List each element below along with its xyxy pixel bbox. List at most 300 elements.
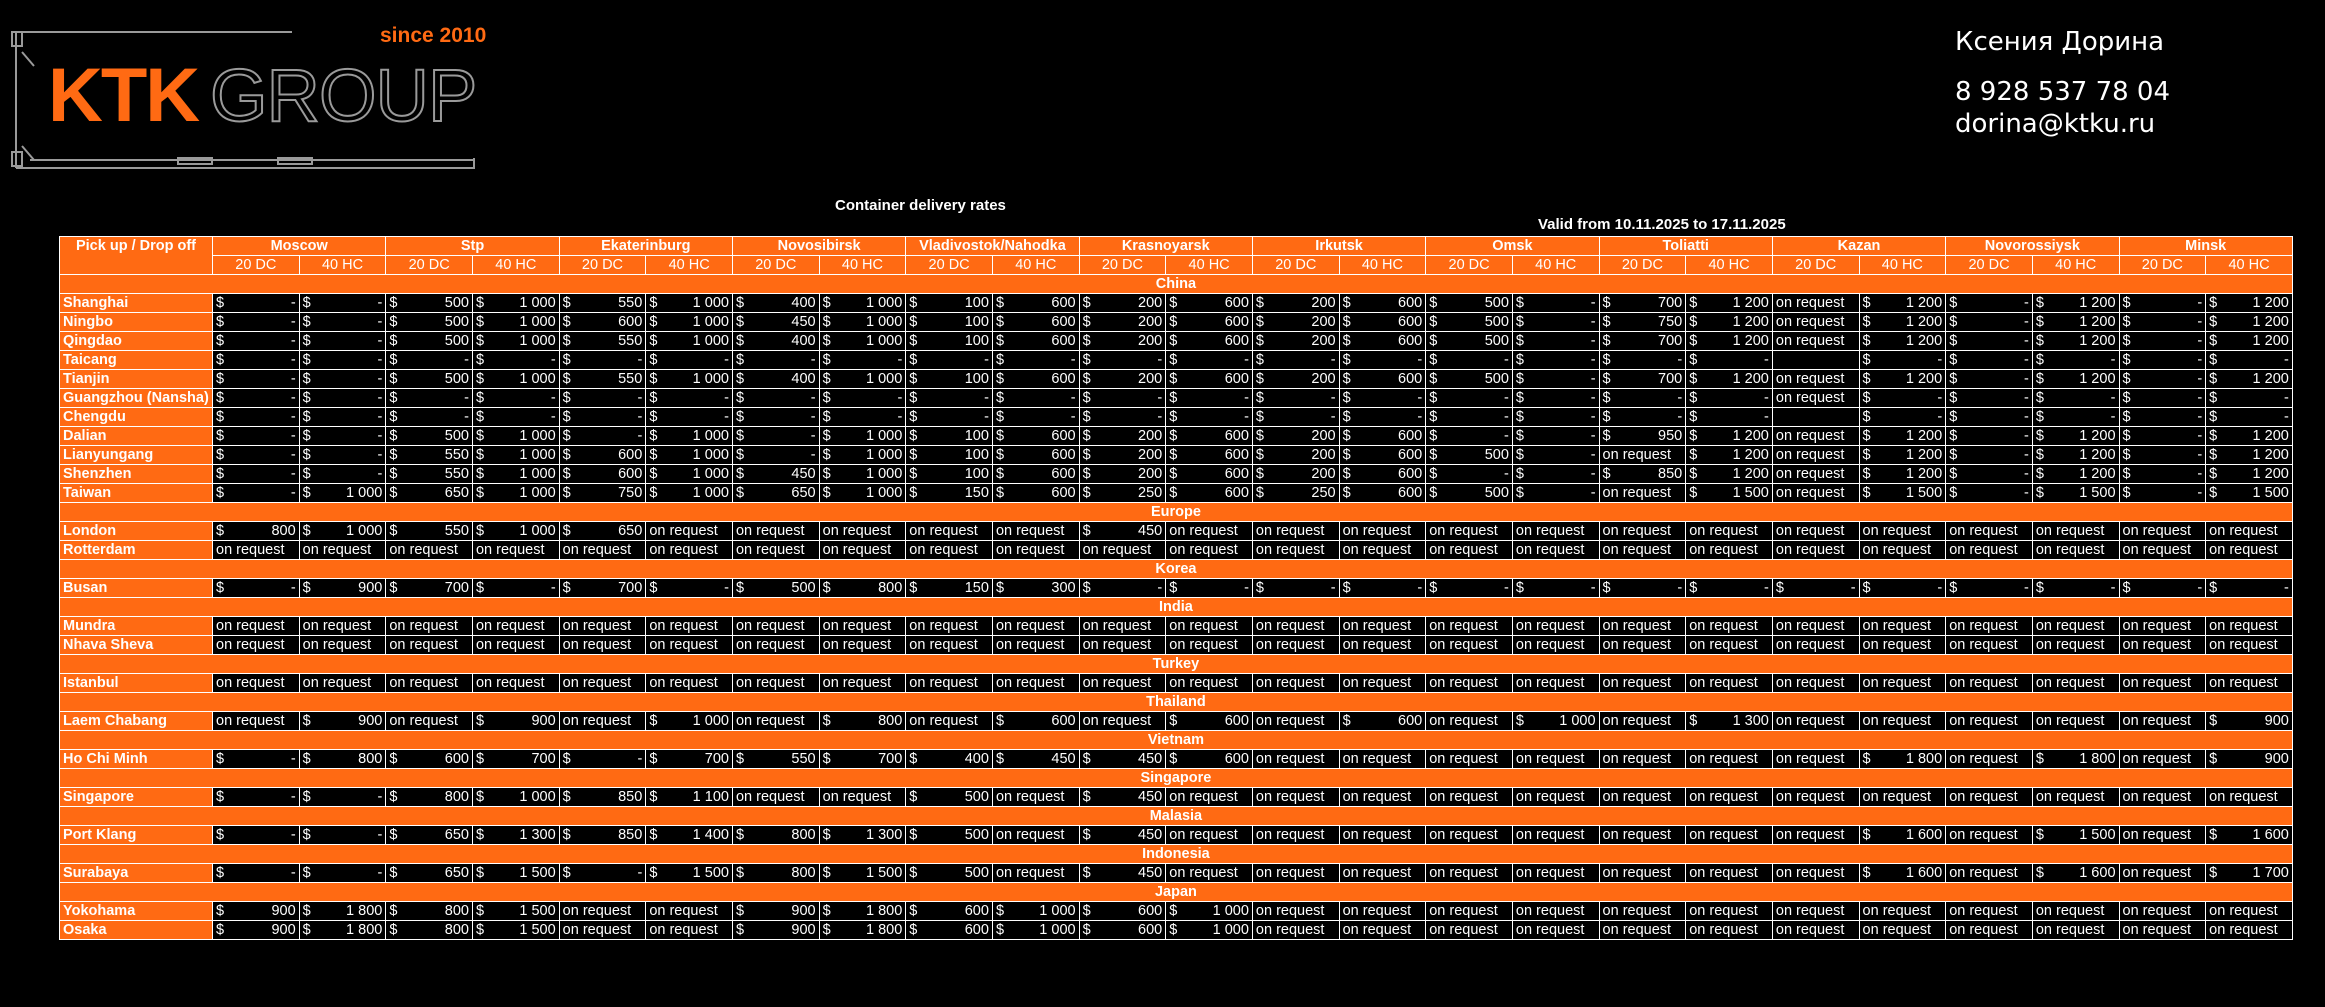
rate-cell[interactable]: on request	[1426, 541, 1513, 560]
rate-cell[interactable]: $ -	[646, 408, 733, 427]
contact-phone[interactable]: 8 928 537 78 04	[1955, 77, 2171, 107]
rate-cell[interactable]: on request	[1859, 712, 1946, 731]
rate-cell[interactable]: $ -	[299, 370, 386, 389]
rate-cell[interactable]: $ 1 000	[819, 313, 906, 332]
rate-cell[interactable]: $ 100	[906, 427, 993, 446]
rate-cell[interactable]: $ -	[1426, 427, 1513, 446]
rate-cell[interactable]: $ 1 200	[2206, 294, 2293, 313]
rate-cell[interactable]: on request	[819, 636, 906, 655]
rate-cell[interactable]: $ 600	[559, 313, 646, 332]
rate-cell[interactable]: $ 600	[906, 902, 993, 921]
rate-cell[interactable]: $ 200	[1079, 465, 1166, 484]
rate-cell[interactable]: $ -	[2206, 579, 2293, 598]
rate-cell[interactable]: on request	[1599, 617, 1686, 636]
rate-cell[interactable]: on request	[299, 541, 386, 560]
rate-cell[interactable]: $ -	[299, 446, 386, 465]
rate-cell[interactable]: $ 1 000	[992, 921, 1079, 940]
rate-cell[interactable]: $ -	[992, 389, 1079, 408]
rate-cell[interactable]: $ -	[2032, 408, 2119, 427]
rate-cell[interactable]: on request	[906, 712, 993, 731]
rate-cell[interactable]: on request	[1426, 750, 1513, 769]
rate-cell[interactable]: on request	[1772, 465, 1859, 484]
rate-cell[interactable]: $ 600	[559, 446, 646, 465]
rate-cell[interactable]: on request	[1512, 541, 1599, 560]
rate-cell[interactable]: on request	[1859, 674, 1946, 693]
rate-cell[interactable]: $ -	[213, 788, 300, 807]
rate-cell[interactable]: on request	[386, 674, 473, 693]
rate-cell[interactable]: $ -	[213, 389, 300, 408]
rate-cell[interactable]: $ 600	[1166, 313, 1253, 332]
rate-cell[interactable]: $ -	[1512, 579, 1599, 598]
rate-cell[interactable]: $ 650	[386, 484, 473, 503]
rate-cell[interactable]: $ -	[213, 351, 300, 370]
rate-cell[interactable]: $ 1 000	[819, 294, 906, 313]
rate-cell[interactable]: $ -	[1166, 389, 1253, 408]
rate-cell[interactable]: $ 200	[1079, 370, 1166, 389]
rate-cell[interactable]: $ 1 000	[646, 370, 733, 389]
rate-cell[interactable]: on request	[732, 788, 819, 807]
rate-cell[interactable]: $ 1 000	[472, 294, 559, 313]
rate-cell[interactable]: on request	[1599, 712, 1686, 731]
rate-cell[interactable]: $ 1 200	[2032, 465, 2119, 484]
rate-cell[interactable]: $ 1 500	[1686, 484, 1773, 503]
rate-cell[interactable]: on request	[559, 541, 646, 560]
rate-cell[interactable]: $ 650	[732, 484, 819, 503]
rate-cell[interactable]: $ -	[2119, 332, 2206, 351]
rate-cell[interactable]: $ -	[213, 294, 300, 313]
rate-cell[interactable]: on request	[1426, 921, 1513, 940]
rate-cell[interactable]: $ -	[213, 484, 300, 503]
rate-cell[interactable]: on request	[646, 636, 733, 655]
rate-cell[interactable]: on request	[2119, 750, 2206, 769]
rate-cell[interactable]: $ -	[1946, 389, 2033, 408]
rate-cell[interactable]: $ 300	[992, 579, 1079, 598]
rate-cell[interactable]: $ 1 000	[646, 712, 733, 731]
rate-cell[interactable]: on request	[1079, 617, 1166, 636]
rate-cell[interactable]: on request	[1772, 788, 1859, 807]
rate-cell[interactable]: on request	[906, 617, 993, 636]
rate-cell[interactable]: $ 1 000	[646, 427, 733, 446]
rate-cell[interactable]: $ 200	[1252, 427, 1339, 446]
rate-cell[interactable]: on request	[1686, 902, 1773, 921]
rate-cell[interactable]: $ 750	[1599, 313, 1686, 332]
rate-cell[interactable]: $ 450	[1079, 522, 1166, 541]
rate-cell[interactable]: $ -	[1426, 351, 1513, 370]
rate-cell[interactable]: on request	[1252, 864, 1339, 883]
rate-cell[interactable]: $ 200	[1252, 313, 1339, 332]
rate-cell[interactable]: $ -	[2032, 389, 2119, 408]
rate-cell[interactable]: on request	[1946, 826, 2033, 845]
rate-cell[interactable]: on request	[1512, 902, 1599, 921]
rate-cell[interactable]: $ -	[299, 389, 386, 408]
rate-cell[interactable]: $ 1 100	[646, 788, 733, 807]
rate-cell[interactable]: $ -	[386, 408, 473, 427]
rate-cell[interactable]: $ -	[213, 465, 300, 484]
rate-cell[interactable]: on request	[1166, 617, 1253, 636]
rate-cell[interactable]: on request	[732, 712, 819, 731]
rate-cell[interactable]: $ 1 000	[472, 313, 559, 332]
rate-cell[interactable]: on request	[1599, 541, 1686, 560]
rate-cell[interactable]: $ 450	[1079, 788, 1166, 807]
rate-cell[interactable]: $ 1 200	[1686, 313, 1773, 332]
rate-cell[interactable]: on request	[1426, 826, 1513, 845]
rate-cell[interactable]: $ 600	[1166, 712, 1253, 731]
rate-cell[interactable]: $ 600	[1339, 294, 1426, 313]
rate-cell[interactable]: $ 850	[559, 788, 646, 807]
rate-cell[interactable]: $ 1 200	[1859, 313, 1946, 332]
rate-cell[interactable]: $ 650	[386, 864, 473, 883]
rate-cell[interactable]: $ -	[559, 864, 646, 883]
rate-cell[interactable]: on request	[2119, 674, 2206, 693]
rate-cell[interactable]: on request	[992, 788, 1079, 807]
rate-cell[interactable]: $ 800	[819, 712, 906, 731]
rate-cell[interactable]: on request	[472, 617, 559, 636]
rate-cell[interactable]: $ -	[992, 351, 1079, 370]
rate-cell[interactable]: on request	[819, 617, 906, 636]
rate-cell[interactable]: $ -	[1512, 351, 1599, 370]
rate-cell[interactable]: $ 700	[1599, 294, 1686, 313]
rate-cell[interactable]: $ -	[299, 864, 386, 883]
contact-email[interactable]: dorina@ktku.ru	[1955, 109, 2156, 139]
rate-cell[interactable]: $ 200	[1079, 332, 1166, 351]
rate-cell[interactable]: $ -	[299, 427, 386, 446]
rate-cell[interactable]: $ 800	[386, 788, 473, 807]
rate-cell[interactable]: on request	[1686, 541, 1773, 560]
rate-cell[interactable]: $ -	[1079, 408, 1166, 427]
rate-cell[interactable]: $ 850	[1599, 465, 1686, 484]
rate-cell[interactable]: $ 600	[1166, 332, 1253, 351]
rate-cell[interactable]: $ -	[1339, 351, 1426, 370]
rate-cell[interactable]: $ 1 000	[819, 370, 906, 389]
rate-cell[interactable]: $ -	[299, 332, 386, 351]
rate-cell[interactable]: on request	[472, 541, 559, 560]
rate-cell[interactable]: $ -	[1946, 294, 2033, 313]
rate-cell[interactable]: $ 1 400	[646, 826, 733, 845]
rate-cell[interactable]: $ -	[1512, 370, 1599, 389]
rate-cell[interactable]: $ 400	[732, 332, 819, 351]
rate-cell[interactable]: $ 200	[1252, 465, 1339, 484]
rate-cell[interactable]: on request	[1426, 617, 1513, 636]
rate-cell[interactable]: on request	[2119, 541, 2206, 560]
rate-cell[interactable]: $ 1 000	[472, 332, 559, 351]
rate-cell[interactable]: on request	[2206, 921, 2293, 940]
rate-cell[interactable]: on request	[1946, 636, 2033, 655]
rate-cell[interactable]: $ 600	[1079, 902, 1166, 921]
rate-cell[interactable]: on request	[386, 541, 473, 560]
rate-cell[interactable]: $ 600	[992, 313, 1079, 332]
rate-cell[interactable]: on request	[732, 541, 819, 560]
rate-cell[interactable]: on request	[386, 712, 473, 731]
rate-cell[interactable]: $ -	[2032, 579, 2119, 598]
rate-cell[interactable]: $ -	[1686, 579, 1773, 598]
rate-cell[interactable]: on request	[472, 636, 559, 655]
rate-cell[interactable]: $ 1 200	[2032, 332, 2119, 351]
rate-cell[interactable]: $ -	[213, 370, 300, 389]
rate-cell[interactable]: on request	[1252, 826, 1339, 845]
rate-cell[interactable]: $ 1 800	[1859, 750, 1946, 769]
rate-cell[interactable]: on request	[559, 636, 646, 655]
rate-cell[interactable]: $ 100	[906, 313, 993, 332]
rate-cell[interactable]: on request	[1252, 712, 1339, 731]
rate-cell[interactable]: $ -	[1426, 465, 1513, 484]
rate-cell[interactable]: on request	[1772, 332, 1859, 351]
rate-cell[interactable]: on request	[1772, 370, 1859, 389]
rate-cell[interactable]: $ -	[819, 389, 906, 408]
rate-cell[interactable]: $ 1 000	[992, 902, 1079, 921]
rate-cell[interactable]: on request	[1686, 921, 1773, 940]
rate-cell[interactable]: on request	[1252, 902, 1339, 921]
rate-cell[interactable]: on request	[213, 712, 300, 731]
rate-cell[interactable]: on request	[1252, 617, 1339, 636]
rate-cell[interactable]: $ 450	[1079, 864, 1166, 883]
rate-cell[interactable]: on request	[1079, 674, 1166, 693]
rate-cell[interactable]: $ 1 200	[1859, 294, 1946, 313]
rate-cell[interactable]: $ -	[906, 408, 993, 427]
rate-cell[interactable]: on request	[1599, 826, 1686, 845]
rate-cell[interactable]: $ 950	[1599, 427, 1686, 446]
rate-cell[interactable]: $ 550	[559, 332, 646, 351]
rate-cell[interactable]: on request	[213, 541, 300, 560]
rate-cell[interactable]: on request	[2206, 902, 2293, 921]
rate-cell[interactable]: on request	[559, 712, 646, 731]
rate-cell[interactable]: on request	[2119, 788, 2206, 807]
rate-cell[interactable]: $ 1 200	[1686, 427, 1773, 446]
rate-cell[interactable]: $ -	[1252, 579, 1339, 598]
rate-cell[interactable]: on request	[1772, 864, 1859, 883]
rate-cell[interactable]: $ 600	[559, 465, 646, 484]
rate-cell[interactable]: on request	[1686, 788, 1773, 807]
rate-cell[interactable]: on request	[1166, 864, 1253, 883]
rate-cell[interactable]: $ -	[213, 446, 300, 465]
rate-cell[interactable]: $ -	[1946, 484, 2033, 503]
rate-cell[interactable]: $ 1 600	[1859, 826, 1946, 845]
rate-cell[interactable]: on request	[1599, 484, 1686, 503]
rate-cell[interactable]: on request	[1599, 446, 1686, 465]
rate-cell[interactable]: $ 100	[906, 370, 993, 389]
rate-cell[interactable]: $ 600	[1166, 294, 1253, 313]
rate-cell[interactable]: $ -	[2206, 408, 2293, 427]
rate-cell[interactable]: on request	[819, 541, 906, 560]
rate-cell[interactable]: on request	[646, 902, 733, 921]
rate-cell[interactable]: $ 1 000	[299, 484, 386, 503]
rate-cell[interactable]: $ -	[906, 389, 993, 408]
rate-cell[interactable]: $ 600	[1339, 313, 1426, 332]
rate-cell[interactable]: on request	[1686, 636, 1773, 655]
rate-cell[interactable]: $ 1 000	[299, 522, 386, 541]
rate-cell[interactable]: on request	[2032, 541, 2119, 560]
rate-cell[interactable]: $ 700	[1599, 332, 1686, 351]
rate-cell[interactable]: on request	[1339, 541, 1426, 560]
rate-cell[interactable]: on request	[2119, 921, 2206, 940]
rate-cell[interactable]: on request	[732, 617, 819, 636]
rate-cell[interactable]: on request	[2206, 788, 2293, 807]
rate-cell[interactable]: $ -	[2032, 351, 2119, 370]
rate-cell[interactable]: $ 1 000	[819, 427, 906, 446]
rate-cell[interactable]: $ 200	[1079, 427, 1166, 446]
rate-cell[interactable]: on request	[1339, 826, 1426, 845]
rate-cell[interactable]: $ 500	[386, 294, 473, 313]
rate-cell[interactable]: on request	[1599, 522, 1686, 541]
rate-cell[interactable]: on request	[1599, 636, 1686, 655]
rate-cell[interactable]: on request	[1946, 788, 2033, 807]
rate-cell[interactable]: $ 400	[732, 294, 819, 313]
rate-cell[interactable]: on request	[1772, 294, 1859, 313]
rate-cell[interactable]: on request	[2032, 617, 2119, 636]
rate-cell[interactable]: on request	[1772, 902, 1859, 921]
rate-cell[interactable]: $ 500	[386, 313, 473, 332]
rate-cell[interactable]: on request	[1686, 674, 1773, 693]
rate-cell[interactable]: $ 600	[1339, 427, 1426, 446]
rate-cell[interactable]: on request	[1946, 902, 2033, 921]
rate-cell[interactable]: $ 600	[992, 332, 1079, 351]
rate-cell[interactable]: $ 600	[992, 465, 1079, 484]
rate-cell[interactable]: $ 550	[732, 750, 819, 769]
rate-cell[interactable]: $ 200	[1079, 294, 1166, 313]
rate-cell[interactable]: on request	[2119, 864, 2206, 883]
rate-cell[interactable]: $ 500	[1426, 484, 1513, 503]
rate-cell[interactable]: $ 750	[559, 484, 646, 503]
rate-cell[interactable]: $ 450	[732, 313, 819, 332]
rate-cell[interactable]: $ -	[2119, 351, 2206, 370]
rate-cell[interactable]: $ 500	[906, 788, 993, 807]
rate-cell[interactable]: $ 1 800	[2032, 750, 2119, 769]
rate-cell[interactable]: on request	[1512, 921, 1599, 940]
rate-cell[interactable]: $ 100	[906, 294, 993, 313]
rate-cell[interactable]: on request	[299, 617, 386, 636]
rate-cell[interactable]: on request	[1772, 617, 1859, 636]
rate-cell[interactable]: $ -	[2119, 294, 2206, 313]
rate-cell[interactable]: on request	[1512, 617, 1599, 636]
rate-cell[interactable]: on request	[2119, 826, 2206, 845]
rate-cell[interactable]: $ 100	[906, 465, 993, 484]
rate-cell[interactable]: $ -	[1512, 332, 1599, 351]
rate-cell[interactable]: on request	[646, 541, 733, 560]
rate-cell[interactable]: $ 1 000	[819, 446, 906, 465]
rate-cell[interactable]: on request	[1772, 636, 1859, 655]
rate-cell[interactable]: $ -	[472, 389, 559, 408]
rate-cell[interactable]: on request	[646, 921, 733, 940]
rate-cell[interactable]: $ 1 000	[1166, 902, 1253, 921]
rate-cell[interactable]: $ -	[559, 389, 646, 408]
rate-cell[interactable]: on request	[2032, 636, 2119, 655]
rate-cell[interactable]: $ 200	[1252, 294, 1339, 313]
rate-cell[interactable]: $ -	[2119, 446, 2206, 465]
rate-cell[interactable]: $ -	[1426, 579, 1513, 598]
rate-cell[interactable]: on request	[1946, 750, 2033, 769]
rate-cell[interactable]: $ -	[2119, 484, 2206, 503]
rate-cell[interactable]: on request	[1772, 427, 1859, 446]
rate-cell[interactable]: $ 1 000	[472, 370, 559, 389]
rate-cell[interactable]: $ -	[386, 389, 473, 408]
rate-cell[interactable]: $ -	[1512, 446, 1599, 465]
rate-cell[interactable]: $ -	[1946, 408, 2033, 427]
rate-cell[interactable]: $ 1 200	[1686, 446, 1773, 465]
rate-cell[interactable]: on request	[646, 674, 733, 693]
rate-cell[interactable]: on request	[1252, 750, 1339, 769]
rate-cell[interactable]: $ 900	[732, 902, 819, 921]
rate-cell[interactable]: $ -	[1946, 313, 2033, 332]
rate-cell[interactable]: on request	[1166, 826, 1253, 845]
rate-cell[interactable]: on request	[992, 617, 1079, 636]
rate-cell[interactable]: $ 500	[386, 332, 473, 351]
rate-cell[interactable]: $ -	[1859, 579, 1946, 598]
rate-cell[interactable]: on request	[1772, 826, 1859, 845]
rate-cell[interactable]: $ 500	[906, 826, 993, 845]
rate-cell[interactable]: on request	[1512, 636, 1599, 655]
rate-cell[interactable]: $ -	[819, 408, 906, 427]
rate-cell[interactable]: $ -	[299, 351, 386, 370]
rate-cell[interactable]: on request	[992, 636, 1079, 655]
rate-cell[interactable]: $ -	[1946, 427, 2033, 446]
rate-cell[interactable]: $ -	[732, 446, 819, 465]
rate-cell[interactable]: $ 600	[1339, 370, 1426, 389]
rate-cell[interactable]: on request	[2119, 617, 2206, 636]
rate-cell[interactable]: $ 100	[906, 332, 993, 351]
rate-cell[interactable]: on request	[992, 674, 1079, 693]
rate-cell[interactable]: $ 1 200	[1686, 465, 1773, 484]
rate-cell[interactable]: on request	[1252, 522, 1339, 541]
rate-cell[interactable]: $ -	[1946, 351, 2033, 370]
rate-cell[interactable]: $ 1 000	[472, 427, 559, 446]
rate-cell[interactable]: on request	[559, 617, 646, 636]
rate-cell[interactable]: on request	[646, 617, 733, 636]
rate-cell[interactable]: on request	[1339, 674, 1426, 693]
rate-cell[interactable]: $ 450	[1079, 826, 1166, 845]
rate-cell[interactable]: on request	[2032, 712, 2119, 731]
rate-cell[interactable]: on request	[386, 636, 473, 655]
rate-cell[interactable]: on request	[1339, 788, 1426, 807]
rate-cell[interactable]: on request	[1512, 522, 1599, 541]
rate-cell[interactable]: $ 1 300	[1686, 712, 1773, 731]
rate-cell[interactable]: $ 500	[906, 864, 993, 883]
rate-cell[interactable]: $ 800	[386, 902, 473, 921]
rate-cell[interactable]: on request	[1686, 826, 1773, 845]
rate-cell[interactable]: on request	[1772, 313, 1859, 332]
rate-cell[interactable]: $ -	[819, 351, 906, 370]
rate-cell[interactable]: $ -	[299, 408, 386, 427]
rate-cell[interactable]: on request	[1339, 750, 1426, 769]
rate-cell[interactable]: on request	[1166, 522, 1253, 541]
rate-cell[interactable]: $ 700	[386, 579, 473, 598]
rate-cell[interactable]: $ 600	[386, 750, 473, 769]
rate-cell[interactable]: $ 500	[1426, 370, 1513, 389]
rate-cell[interactable]: on request	[1252, 674, 1339, 693]
rate-cell[interactable]: $ 1 600	[1859, 864, 1946, 883]
rate-cell[interactable]: $ 1 500	[1859, 484, 1946, 503]
rate-cell[interactable]: $ -	[299, 313, 386, 332]
rate-cell[interactable]: on request	[2206, 636, 2293, 655]
rate-cell[interactable]: $ -	[1599, 408, 1686, 427]
rate-cell[interactable]: on request	[1512, 826, 1599, 845]
rate-cell[interactable]: on request	[2119, 712, 2206, 731]
rate-cell[interactable]: $ 700	[819, 750, 906, 769]
rate-cell[interactable]: on request	[1859, 541, 1946, 560]
rate-cell[interactable]	[1772, 408, 1859, 427]
rate-cell[interactable]: $ 700	[472, 750, 559, 769]
rate-cell[interactable]: $ 800	[732, 864, 819, 883]
rate-cell[interactable]: $ 800	[386, 921, 473, 940]
rate-cell[interactable]: on request	[1079, 712, 1166, 731]
rate-cell[interactable]: $ -	[299, 294, 386, 313]
rate-cell[interactable]: $ -	[559, 427, 646, 446]
rate-cell[interactable]: $ -	[1339, 408, 1426, 427]
rate-cell[interactable]: $ 1 000	[646, 484, 733, 503]
rate-cell[interactable]: $ -	[732, 389, 819, 408]
rate-cell[interactable]: $ 1 600	[2206, 826, 2293, 845]
rate-cell[interactable]: $ 1 000	[1166, 921, 1253, 940]
rate-cell[interactable]: on request	[1859, 788, 1946, 807]
rate-cell[interactable]: $ -	[472, 351, 559, 370]
